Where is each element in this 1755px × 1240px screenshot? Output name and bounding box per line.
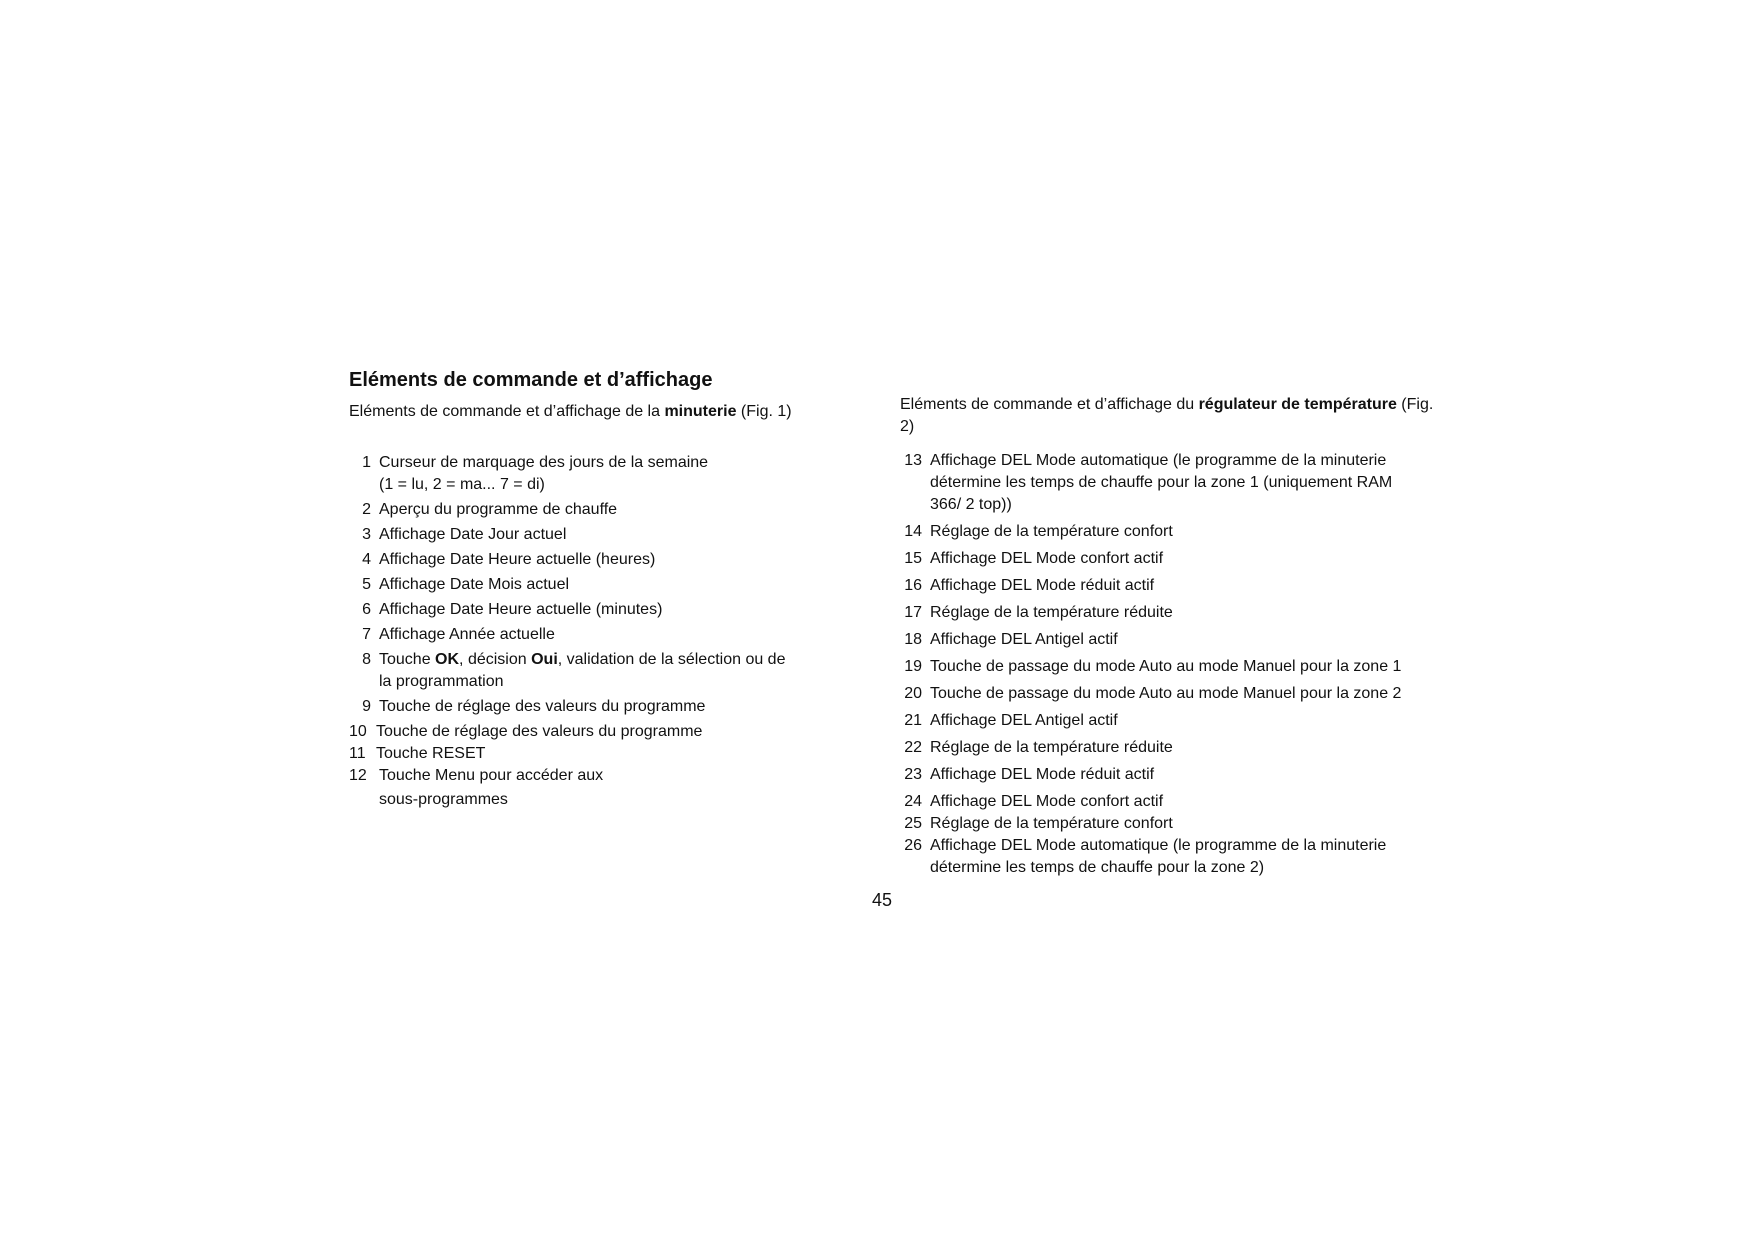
list-item <box>900 737 1420 759</box>
item-number: 25 <box>904 815 922 832</box>
list-item <box>349 452 819 496</box>
item-number: 17 <box>904 604 922 621</box>
item-text: Affichage DEL Mode confort actif <box>930 793 1164 810</box>
item-number: 8 <box>362 651 371 668</box>
item-text-part: , décision <box>459 651 532 668</box>
list-item <box>900 575 1420 597</box>
item-text: Affichage DEL Antigel actif <box>930 712 1118 729</box>
list-item <box>900 602 1420 624</box>
item-text: Affichage DEL Mode confort actif <box>930 550 1164 567</box>
item-text: Touche de réglage des valeurs du programme <box>376 723 703 740</box>
item-text-continued: la programmation <box>379 673 504 690</box>
list-item <box>900 683 1420 705</box>
list-item <box>900 450 1420 516</box>
list-item <box>349 696 819 718</box>
regulateur-elements-list <box>900 450 1420 879</box>
intro-left-text: Eléments de commande et d’affichage de la <box>349 403 665 420</box>
list-item <box>900 791 1420 813</box>
item-number: 12 <box>349 767 367 784</box>
list-item <box>349 524 819 546</box>
item-text: Curseur de marquage des jours de la semaine <box>379 454 709 471</box>
item-text-part: Touche <box>379 651 436 668</box>
item-number: 7 <box>362 626 371 643</box>
list-item <box>900 521 1420 543</box>
item-number: 16 <box>904 577 922 594</box>
item-number: 15 <box>904 550 922 567</box>
intro-right-text: Eléments de commande et d’affichage du <box>900 396 1199 413</box>
item-number: 22 <box>904 739 922 756</box>
item-text-continued: sous-programmes <box>379 791 508 808</box>
item-number: 3 <box>362 526 371 543</box>
list-item <box>900 710 1420 732</box>
item-text: Réglage de la température confort <box>930 815 1173 832</box>
item-text: Affichage DEL Mode réduit actif <box>930 766 1155 783</box>
item-number: 4 <box>362 551 371 568</box>
page-number: 45 <box>872 890 893 910</box>
list-item <box>900 629 1420 651</box>
item-text: Affichage DEL Mode automatique (le programme de la minuterie détermine les temps de chauffe pour la zone 2) <box>930 837 1387 876</box>
intro-left-bold: minuterie <box>664 403 737 420</box>
item-number: 9 <box>362 698 371 715</box>
item-text-part: , validation de la sélection ou de <box>557 651 786 668</box>
item-number: 14 <box>904 523 922 540</box>
item-number: 10 <box>349 723 367 740</box>
item-text-bold: Oui <box>531 651 558 668</box>
list-item <box>349 649 819 693</box>
item-text: Touche RESET <box>376 745 486 762</box>
item-number: 6 <box>362 601 371 618</box>
item-text: Réglage de la température réduite <box>930 739 1173 756</box>
list-item <box>349 624 819 646</box>
item-number: 11 <box>349 745 366 762</box>
item-number: 1 <box>362 454 371 471</box>
list-item <box>349 499 819 521</box>
item-text: Affichage Date Jour actuel <box>379 526 567 543</box>
item-number: 24 <box>904 793 922 810</box>
intro-right-suffix: (Fig. 2) <box>900 396 1434 435</box>
item-text: Affichage DEL Antigel actif <box>930 631 1118 648</box>
intro-right-bold: régulateur de température <box>1198 396 1397 413</box>
intro-minuterie <box>349 401 819 423</box>
item-number: 5 <box>362 576 371 593</box>
item-text-continued: (1 = lu, 2 = ma... 7 = di) <box>379 476 545 493</box>
list-item <box>900 656 1420 678</box>
item-text: Touche de passage du mode Auto au mode Manuel pour la zone 1 <box>930 658 1402 675</box>
item-number: 26 <box>904 837 922 854</box>
item-text: Touche Menu pour accéder aux <box>379 767 604 784</box>
item-number: 19 <box>904 658 922 675</box>
item-text: Affichage DEL Mode automatique (le programme de la minuterie détermine les temps de chauffe pour la zone 1 (uniquement RAM 366/ 2 top)) <box>930 452 1393 513</box>
item-text-bold: OK <box>435 651 460 668</box>
item-text <box>379 649 819 671</box>
intro-regulateur <box>900 394 1440 438</box>
item-number: 20 <box>904 685 922 702</box>
minuterie-elements-list <box>349 452 819 814</box>
list-item <box>349 574 819 596</box>
list-item <box>900 813 1420 835</box>
item-text: Affichage Date Heure actuelle (minutes) <box>379 601 663 618</box>
list-item <box>900 764 1420 786</box>
section-heading: Eléments de commande et d’affichage <box>349 369 713 391</box>
list-item <box>900 835 1420 879</box>
item-text: Réglage de la température confort <box>930 523 1173 540</box>
item-number: 13 <box>904 452 922 469</box>
item-text: Touche de réglage des valeurs du programme <box>379 698 706 715</box>
item-number: 21 <box>904 712 922 729</box>
item-text: Réglage de la température réduite <box>930 604 1173 621</box>
list-item <box>900 548 1420 570</box>
intro-left-suffix: (Fig. 1) <box>736 403 792 420</box>
list-item <box>349 549 819 571</box>
item-number: 23 <box>904 766 922 783</box>
item-text: Affichage Date Heure actuelle (heures) <box>379 551 656 568</box>
item-text: Aperçu du programme de chauffe <box>379 501 618 518</box>
list-item <box>349 765 819 811</box>
item-number: 2 <box>362 501 371 518</box>
item-text: Affichage DEL Mode réduit actif <box>930 577 1155 594</box>
list-item <box>349 599 819 621</box>
list-item <box>349 743 819 765</box>
item-text: Affichage Date Mois actuel <box>379 576 570 593</box>
item-text: Affichage Année actuelle <box>379 626 555 643</box>
item-number: 18 <box>904 631 922 648</box>
list-item <box>349 721 819 743</box>
item-text: Touche de passage du mode Auto au mode Manuel pour la zone 2 <box>930 685 1402 702</box>
